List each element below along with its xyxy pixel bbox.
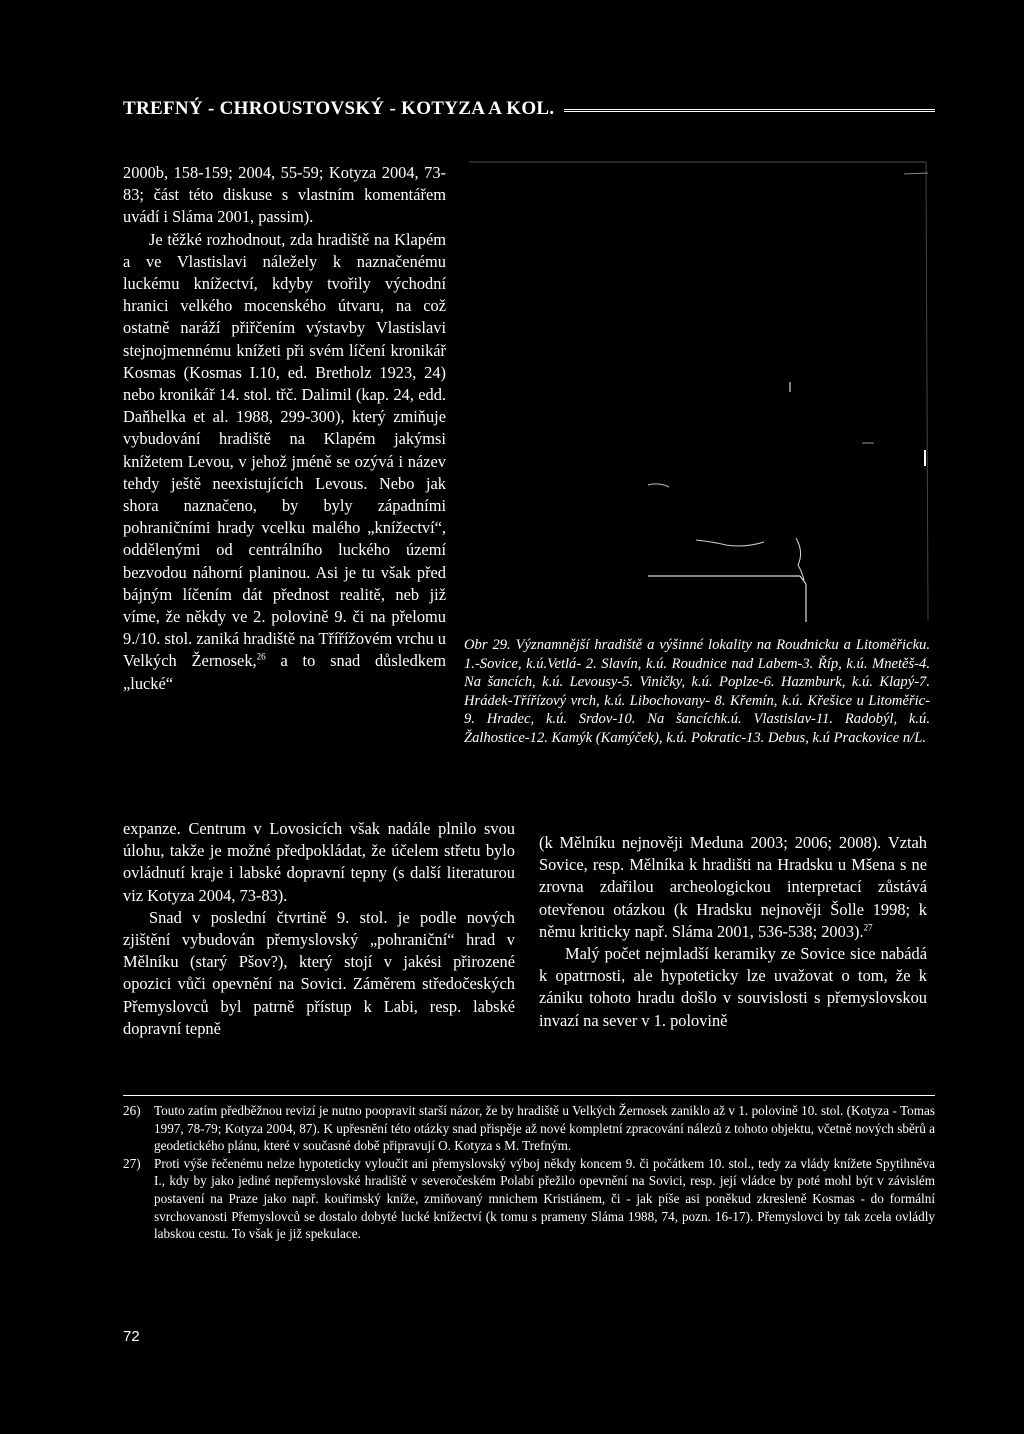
left-column-top [123,162,446,695]
footnote-ref-27: 27 [863,922,873,933]
paragraph: Malý počet nejmladší keramiky ze Sovice sice nabádá k opatrnosti, ale hypoteticky lze uvažovat o tom, že k zániku tohoto hradu došlo v souvislosti s přemyslovskou invazí na sever v 1. polovině [539,944,927,1030]
footnote-separator [123,1095,935,1096]
page-number: 72 [123,1328,140,1345]
header-title: TREFNÝ - CHROUSTOVSKÝ - KOTYZA A KOL. [123,98,555,119]
paragraph [123,229,446,695]
figure-caption: Obr 29. Významnější hradiště a výšinné lokality na Roudnicku a Litoměřicku. 1.-Sovice, k.ú.Vetlá- 2. Slavín, k.ú. Roudnice nad Labem-3. Říp, k.ú. Mnetěš-4. Na šancích, k.ú. Levousy-5. Viničky, k.ú. Poplze-6. Hazmburk, k.ú. Klapý-7. Hrádek-Třířízový vrch, k.ú. Libochovany- 8. Křemín, k.ú. Křešice u Litoměřic-9. Hradec, k.ú. Srdov-10. Na šancíchk.ú. Vlastislav-11. Radobýl, k.ú. Žalhostice-12. Kamýk (Kamýček), k.ú. Pokratic-13. Debus, k.ú Prackovice n/L. [464,637,930,746]
paragraph: Snad v poslední čtvrtině 9. stol. je podle nových zjištění vybudován přemyslovský „pohraniční“ hrad v Mělníku (starý Pšov?), který stojí v jakési přirozené opozici vůči opevnění na Sovici. Záměrem středočeských Přemyslovců byl patrně přístup k Labi, resp. labské dopravní tepně [123,907,515,1038]
map-image [464,160,930,622]
paragraph-text: Je těžké rozhodnout, zda hradiště na Klapém a ve Vlastislavi náležely k naznačenému luckému knížectví, kdyby tvořily východní hranici velkého mocenského útvaru, na což ostatně naráží přiřčením výstavby Vlastislavi stejnojmennému knížeti při svém líčení kronikář Kosmas (Kosmas I.10, ed. Bretholz 1923, 24) nebo kronikář 14. stol. třč. Dalimil (kap. 24, edd. Daňhelka et al. 1988, 299-300), který zmiňuje vybudování hradiště na Klapém jakýmsi knížetem Levou, v jehož jméně se ozývá i název tehdy ještě neexistujících Levous. Nebo jak shora naznačeno, by byly západními pohraničními hrady vcelku malého „knížectví“, oddělenými od centrálního luckého území bezvodou náhorní planinou. Asi je tu však před bájným líčením dát přednost realitě, neb již víme, že někdy ve 2. polovině 9. či na přelomu 9./10. stol. zaniká hradiště na Třířížovém vrchu u Velkých Žernosek, [123,229,446,671]
paragraph-continued: 2000b, 158-159; 2004, 55-59; Kotyza 2004, 73-83; část této diskuse s vlastním komentářem uvádí i Sláma 2001, passim). [123,163,446,227]
paragraph-continued: expanze. Centrum v Lovosicích však nadále plnilo svou úlohu, takže je možné předpokládat, že účelem střetu bylo ovládnutí kraje i labské dopravní tepny (s další literaturou viz Kotyza 2004, 73-83). [123,819,515,905]
footnote-26 [123,1102,935,1155]
paragraph-continued [539,832,927,943]
footnote-number: 26) [123,1103,141,1118]
paragraph-text: (k Mělníku nejnověji Meduna 2003; 2006; 2008). Vztah Sovice, resp. Mělníka k hradišti na Hradsku u Mšena s ne zrovna zdařilou archeologickou interpretací zůstává otevřenou otázkou (k Hradsku nejnověji Šolle 1998; k němu kriticky např. Sláma 2001, 536-538; 2003). [539,833,927,941]
footnote-27 [123,1155,935,1243]
left-column-bottom [123,818,515,1040]
right-column [539,832,927,1032]
footnote-text: Touto zatím předběžnou revizí je nutno poopravit starší názor, že by hradiště u Velkých Žernosek zaniklo až v 1. polovině 10. stol. (Kotyza - Tomas 1997, 78-79; Kotyza 2004, 87). K upřesnění této otázky snad přispěje až nové kompletní zpracování nálezů z tohoto objektu, včetně nových sběrů a geodetického plánu, které v současné době připravují O. Kotyza s M. Trefným. [154,1103,935,1154]
footnote-text: Proti výše řečenému nelze hypoteticky vyloučit ani přemyslovský výboj někdy koncem 9. či počátkem 10. stol., tedy za vlády knížete Spytihněva I., kdy by jako jediné nepřemyslovské hradiště v severočeském Polabí přežilo opevnění na Sovici, resp. její vládce by poté mohl být v závislém postavení na Praze jako např. kouřimský kníže, zmiňovaný mnichem Kristiánem, či - jak píše asi poněkud zkresleně Kosmas - do formální svrchovanosti Přemyslovců se dostalo dobyté lucké knížectví (k tomu s prameny Sláma 1988, 74, pozn. 16-17). Přemyslovci by tak zcela ovládly labskou cestu. To však je již spekulace. [154,1155,935,1242]
header-rule [564,109,935,112]
map-figure [464,160,930,622]
footnotes [123,1102,935,1243]
running-header [123,98,935,120]
footnote-number: 27) [123,1155,141,1171]
paragraph-text-tail: a to snad důsledkem „lucké“ [123,651,446,693]
footnote-ref-26: 26 [256,652,266,662]
